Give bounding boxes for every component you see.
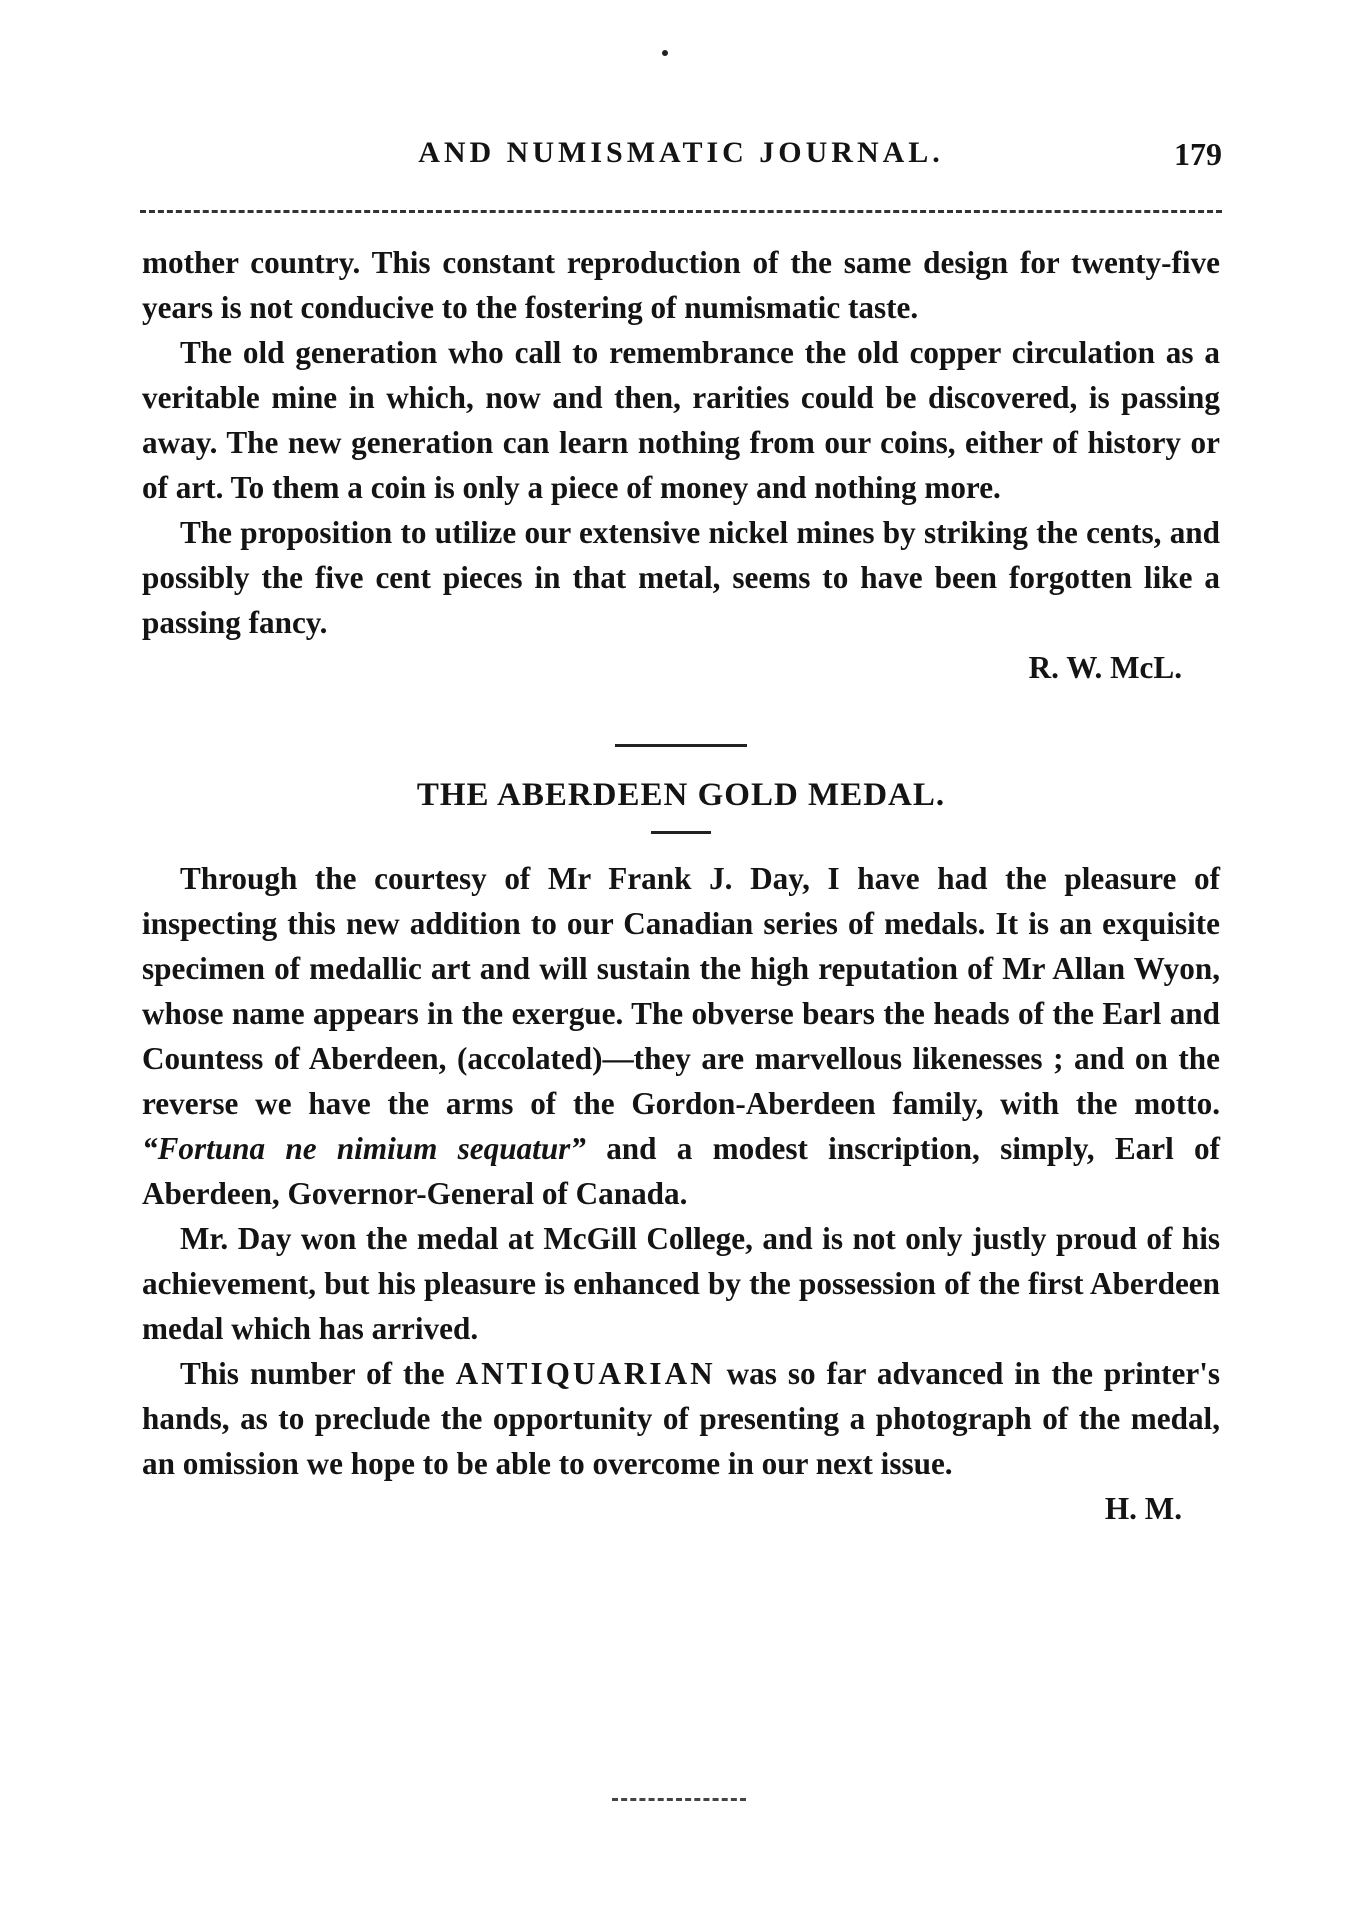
page-body	[142, 240, 1220, 1531]
section-separator	[615, 744, 747, 747]
page-speck	[662, 50, 668, 56]
journal-name: ANTIQUARIAN	[455, 1356, 716, 1391]
paragraph-text: Through the courtesy of Mr Frank J. Day, I have had the pleasure of inspecting this new addition to our Canadian series of medals. It is an exquisite specimen of medallic art and will sustain the high reputation of Mr Allan Wyon, whose name appears in the exergue. The obverse bears the heads of the Earl and Countess of Aberdeen, (accolated)—they are marvellous likenesses ; and on the reverse we have the arms of the Gordon-Aberdeen family, with the motto.	[142, 861, 1220, 1121]
page-header	[140, 136, 1222, 176]
paragraph-text: This number of the	[180, 1356, 445, 1391]
article-title: THE ABERDEEN GOLD MEDAL.	[416, 777, 946, 813]
page-number: 179	[1174, 136, 1222, 172]
paragraph	[142, 856, 1220, 1216]
title-rule	[651, 831, 711, 834]
paragraph: mother country. This constant reproduction of the same design for twenty-five years is not conducive to the fostering of numismatic taste.	[142, 245, 1220, 325]
paragraph: Mr. Day won the medal at McGill College, and is not only justly proud of his achievement, but his pleasure is enhanced by the possession of the first Aberdeen medal which has arrived.	[142, 1221, 1220, 1346]
author-signature: H. M.	[1104, 1491, 1182, 1526]
paragraph-text: and a modest inscription, simply, Earl of Aberdeen, Governor-General of Canada.	[142, 1131, 1220, 1211]
running-title: AND NUMISMATIC JOURNAL.	[418, 136, 944, 169]
author-signature: R. W. McL.	[1028, 650, 1182, 685]
paragraph	[142, 1351, 1220, 1486]
motto: “Fortuna ne nimium sequatur”	[142, 1131, 586, 1166]
paragraph: The proposition to utilize our extensive nickel mines by striking the cents, and possibly the five cent pieces in that metal, seems to have been forgotten like a passing fancy.	[142, 515, 1220, 640]
paragraph: The old generation who call to remembrance the old copper circulation as a veritable mine in which, now and then, rarities could be discovered, is passing away. The new generation can learn nothing from our coins, either of history or of art. To them a coin is only a piece of money and nothing more.	[142, 335, 1220, 505]
header-rule	[140, 210, 1222, 213]
footer-rule	[612, 1798, 746, 1801]
paragraph-text: was so far advanced in the printer's hands, as to preclude the opportunity of presenting a photograph of the medal, an omission we hope to be able to overcome in our next issue.	[142, 1356, 1220, 1481]
